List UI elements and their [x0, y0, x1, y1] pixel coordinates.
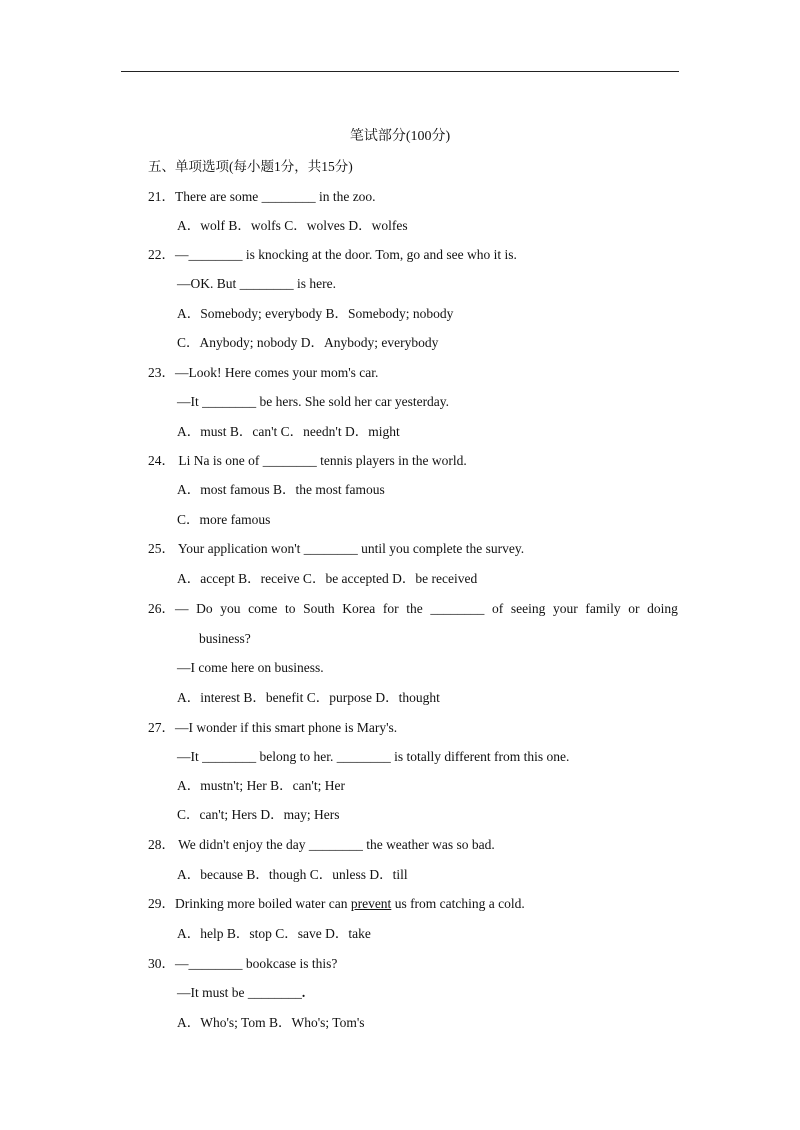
stem-word: family [585, 601, 621, 616]
question-25-stem: 25． Your application won't ________ until you complete the survey. [148, 541, 525, 556]
question-22-options-ab: A．Somebody; everybody B．Somebody; nobody [177, 306, 454, 321]
question-21-stem: 21．There are some ________ in the zoo. [148, 189, 376, 204]
question-29-options: A．help B．stop C．save D．take [177, 926, 371, 941]
reply-period: . [301, 985, 306, 1000]
stem-word: South [303, 601, 335, 616]
question-29-stem [148, 895, 525, 913]
question-26-reply: —I come here on business. [177, 660, 324, 675]
stem-word: doing [647, 601, 678, 616]
question-27-reply: —It ________ belong to her. ________ is totally different from this one. [177, 749, 570, 764]
stem-word: for [382, 601, 399, 616]
question-30-stem: 30．—________ bookcase is this? [148, 956, 338, 971]
stem-word: the [406, 601, 423, 616]
stem-word: Do [196, 601, 213, 616]
stem-word: seeing [510, 601, 546, 616]
reply-text: —It must be ________ [177, 985, 302, 1000]
question-23-reply: —It ________ be hers. She sold her car yesterday. [177, 394, 450, 409]
question-22-stem: 22．—________ is knocking at the door. Tom, go and see who it is. [148, 247, 517, 262]
stem-word: 26．— [148, 601, 189, 616]
question-21-options: A．wolf B．wolfs C．wolves D．wolfes [177, 218, 408, 233]
stem-text: us from catching a cold. [391, 896, 525, 911]
header-rule [121, 71, 679, 72]
stem-word: ________ [430, 601, 485, 616]
stem-word: or [628, 601, 640, 616]
stem-word: of [492, 601, 504, 616]
stem-word: your [553, 601, 578, 616]
question-28-options: A．because B．though C．unless D．till [177, 867, 408, 882]
question-23-stem: 23．—Look! Here comes your mom's car. [148, 365, 379, 380]
stem-word: Korea [342, 601, 376, 616]
question-24-options-ab: A．most famous B．the most famous [177, 482, 385, 497]
underlined-word: prevent [350, 896, 392, 911]
section-heading: 五、单项选项(每小题1分，共15分) [148, 159, 353, 174]
question-27-options-cd: C．can't; Hers D．may; Hers [177, 807, 340, 822]
question-26-options: A．interest B．benefit C．purpose D．thought [177, 690, 440, 705]
question-27-stem: 27．—I wonder if this smart phone is Mary's. [148, 720, 398, 735]
question-22-reply: —OK. But ________ is here. [177, 276, 336, 291]
question-24-stem: 24． Li Na is one of ________ tennis players in the world. [148, 453, 467, 468]
page-title: 笔试部分(100分) [349, 129, 451, 144]
question-26-stem [148, 600, 678, 618]
stem-word: to [285, 601, 296, 616]
question-25-options: A．accept B．receive C．be accepted D．be received [177, 571, 478, 586]
question-27-options-ab: A．mustn't; Her B．can't; Her [177, 778, 345, 793]
question-24-options-c: C．more famous [177, 512, 271, 527]
question-30-options: A．Who's; Tom B．Who's; Tom's [177, 1015, 365, 1030]
question-28-stem: 28． We didn't enjoy the day ________ the weather was so bad. [148, 837, 495, 852]
stem-word: you [220, 601, 241, 616]
stem-text: 29．Drinking more boiled water can [148, 896, 351, 911]
stem-word: come [248, 601, 278, 616]
question-26-stem-continued: business? [199, 631, 251, 646]
question-23-options: A．must B．can't C．needn't D．might [177, 424, 400, 439]
question-22-options-cd: C．Anybody; nobody D．Anybody; everybody [177, 335, 439, 350]
question-30-reply [177, 984, 305, 1002]
